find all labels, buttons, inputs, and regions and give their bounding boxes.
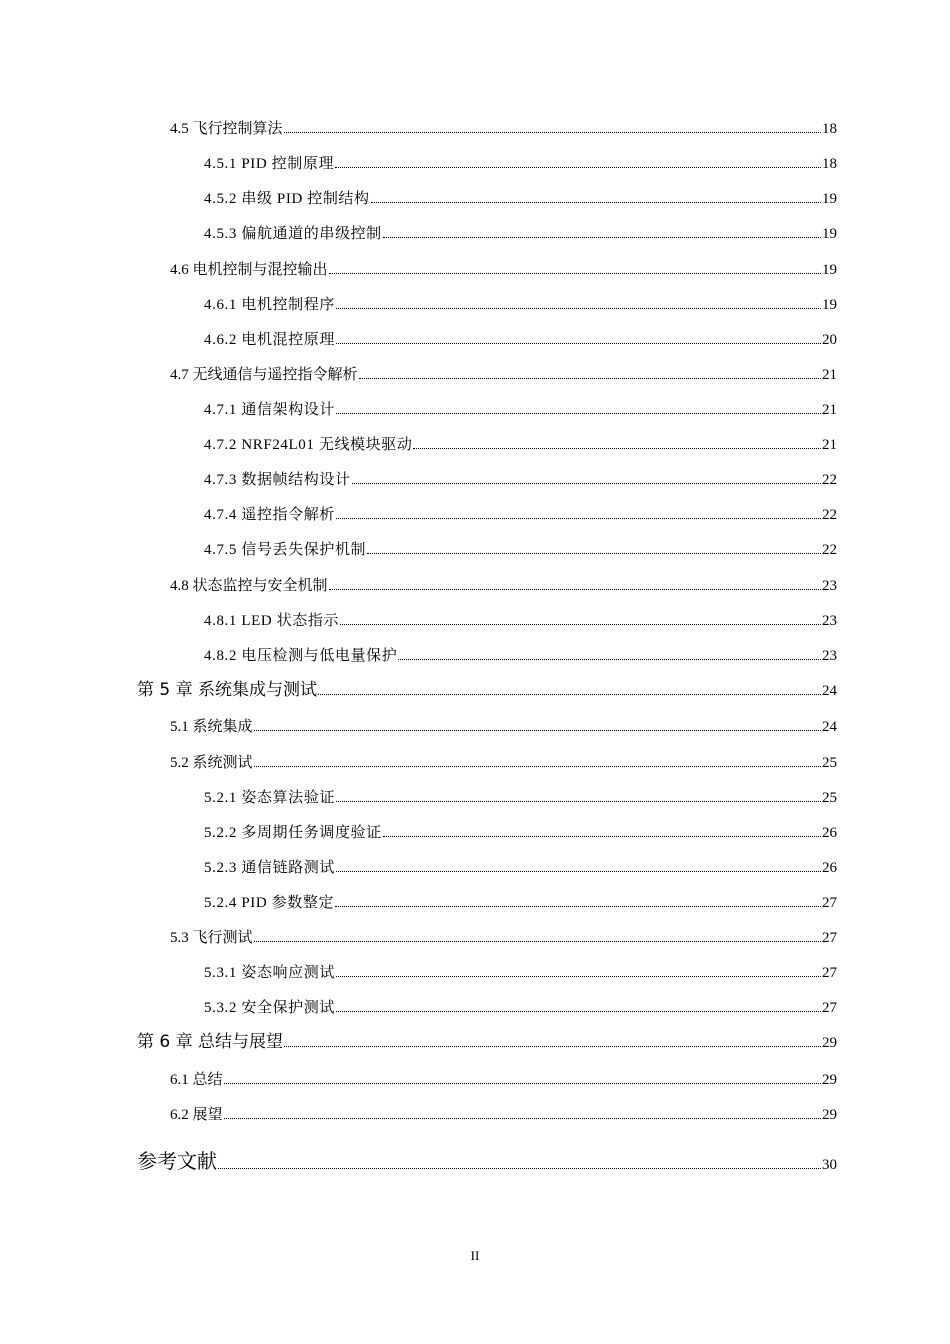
toc-entry-page: 30	[822, 1157, 837, 1173]
toc-entry-page: 25	[822, 755, 837, 771]
toc-entry-page: 27	[822, 930, 837, 946]
toc-leader-dots	[329, 589, 821, 590]
toc-leader-dots	[336, 308, 821, 309]
toc-entry-title: 4.6.1 电机控制程序	[204, 297, 335, 313]
toc-entry[interactable]	[204, 643, 837, 665]
toc-entry-title: 4.5.1 PID 控制原理	[204, 156, 335, 172]
toc-leader-dots	[336, 976, 821, 977]
toc-entry[interactable]	[204, 608, 837, 630]
toc-entry-page: 27	[822, 1000, 837, 1016]
toc-leader-dots	[284, 1046, 821, 1047]
toc-entry-title: 5.2.2 多周期任务调度验证	[204, 825, 382, 841]
toc-leader-dots	[340, 624, 821, 625]
toc-entry-title: 6.2 展望	[170, 1107, 223, 1123]
page-number: II	[470, 1248, 480, 1263]
toc-entry-title: 5.2.4 PID 参数整定	[204, 895, 335, 911]
toc-leader-dots	[254, 941, 821, 942]
toc-entry-title: 4.6 电机控制与混控输出	[170, 262, 328, 278]
toc-entry-page: 27	[822, 965, 837, 981]
toc-leader-dots	[336, 413, 821, 414]
toc-leader-dots	[352, 483, 821, 484]
toc-entry-page: 23	[822, 578, 837, 594]
toc-references-entry[interactable]	[137, 1148, 837, 1174]
toc-entry-page: 21	[822, 367, 837, 383]
toc-entry-title: 4.5 飞行控制算法	[170, 121, 283, 137]
toc-entry-title: 4.6.2 电机混控原理	[204, 332, 335, 348]
toc-entry-page: 19	[822, 191, 837, 207]
toc-entry-page: 23	[822, 613, 837, 629]
toc-entry[interactable]	[170, 1067, 837, 1089]
toc-entry-page: 18	[822, 121, 837, 137]
toc-entry[interactable]	[204, 502, 837, 524]
toc-entry-title: 4.8.1 LED 状态指示	[204, 613, 340, 629]
toc-chapter-entry[interactable]	[137, 1030, 837, 1052]
toc-entry[interactable]	[204, 537, 837, 559]
toc-entry-page: 22	[822, 542, 837, 558]
toc-entry[interactable]	[204, 397, 837, 419]
toc-entry-title: 4.5.3 偏航通道的串级控制	[204, 226, 382, 242]
toc-leader-dots	[254, 766, 821, 767]
toc-entry[interactable]	[204, 292, 837, 314]
toc-entry-title: 参考文献	[137, 1149, 217, 1173]
toc-entry-title: 4.7.3 数据帧结构设计	[204, 472, 351, 488]
toc-entry-page: 27	[822, 895, 837, 911]
toc-entry-page: 21	[822, 402, 837, 418]
toc-entry-title: 4.8 状态监控与安全机制	[170, 578, 328, 594]
toc-leader-dots	[336, 518, 821, 519]
toc-leader-dots	[336, 1011, 821, 1012]
toc-entry[interactable]	[204, 186, 837, 208]
toc-entry[interactable]	[170, 362, 837, 384]
toc-entry-page: 24	[822, 683, 837, 699]
toc-entry[interactable]	[204, 432, 837, 454]
toc-entry[interactable]	[204, 890, 837, 912]
toc-entry-title: 第 6 章 总结与展望	[137, 1032, 284, 1052]
toc-entry-page: 19	[822, 297, 837, 313]
toc-entry[interactable]	[170, 925, 837, 947]
toc-entry[interactable]	[170, 714, 837, 736]
toc-leader-dots	[336, 801, 821, 802]
toc-entry-page: 29	[822, 1072, 837, 1088]
toc-entry-title: 5.3 飞行测试	[170, 930, 253, 946]
toc-entry[interactable]	[204, 151, 837, 173]
toc-leader-dots	[284, 132, 821, 133]
toc-entry[interactable]	[170, 573, 837, 595]
toc-entry-title: 5.2.1 姿态算法验证	[204, 790, 335, 806]
toc-entry-page: 26	[822, 860, 837, 876]
toc-entry-page: 24	[822, 719, 837, 735]
toc-entry[interactable]	[204, 221, 837, 243]
toc-leader-dots	[335, 906, 821, 907]
toc-entry-page: 22	[822, 472, 837, 488]
toc-entry-title: 4.7.4 遥控指令解析	[204, 507, 335, 523]
toc-entry-page: 18	[822, 156, 837, 172]
toc-entry[interactable]	[204, 855, 837, 877]
toc-entry-page: 29	[822, 1035, 837, 1051]
toc-entry-title: 4.5.2 串级 PID 控制结构	[204, 191, 370, 207]
toc-entry-title: 5.2.3 通信链路测试	[204, 860, 335, 876]
toc-leader-dots	[329, 273, 821, 274]
toc-entry-page: 25	[822, 790, 837, 806]
toc-entry-title: 5.2 系统测试	[170, 755, 253, 771]
toc-leader-dots	[371, 202, 821, 203]
toc-leader-dots	[383, 836, 821, 837]
toc-entry-page: 29	[822, 1107, 837, 1123]
toc-entry-page: 19	[822, 226, 837, 242]
toc-leader-dots	[336, 343, 821, 344]
toc-leader-dots	[367, 553, 821, 554]
toc-entry-title: 4.7.1 通信架构设计	[204, 402, 335, 418]
toc-leader-dots	[383, 237, 821, 238]
toc-leader-dots	[224, 1083, 821, 1084]
toc-leader-dots	[398, 659, 821, 660]
toc-entry[interactable]	[204, 327, 837, 349]
toc-leader-dots	[218, 1168, 821, 1169]
toc-leader-dots	[318, 694, 821, 695]
toc-entry-title: 5.3.2 安全保护测试	[204, 1000, 335, 1016]
toc-entry-title: 4.8.2 电压检测与低电量保护	[204, 648, 398, 664]
toc-entry-title: 4.7.5 信号丢失保护机制	[204, 542, 367, 558]
toc-entry-page: 19	[822, 262, 837, 278]
toc-entry-title: 6.1 总结	[170, 1072, 223, 1088]
toc-entry[interactable]	[170, 750, 837, 772]
toc-entry-title: 5.3.1 姿态响应测试	[204, 965, 335, 981]
toc-entry-page: 20	[822, 332, 837, 348]
toc-entry[interactable]	[170, 257, 837, 279]
toc-entry[interactable]	[170, 1102, 837, 1124]
toc-entry-title: 4.7 无线通信与遥控指令解析	[170, 367, 358, 383]
toc-entry-page: 23	[822, 648, 837, 664]
toc-leader-dots	[413, 448, 821, 449]
toc-entry-page: 21	[822, 437, 837, 453]
toc-entry[interactable]	[204, 820, 837, 842]
toc-entry-title: 第 5 章 系统集成与测试	[137, 680, 318, 700]
toc-leader-dots	[254, 730, 821, 731]
toc-entry[interactable]	[204, 467, 837, 489]
toc-leader-dots	[335, 167, 821, 168]
toc-entry-title: 5.1 系统集成	[170, 719, 253, 735]
toc-entry-title: 4.7.2 NRF24L01 无线模块驱动	[204, 437, 413, 453]
toc-entry[interactable]	[170, 116, 837, 138]
toc-entry-page: 22	[822, 507, 837, 523]
toc-entry[interactable]	[204, 785, 837, 807]
toc-entry-page: 26	[822, 825, 837, 841]
toc-leader-dots	[224, 1118, 821, 1119]
toc-entry[interactable]	[204, 960, 837, 982]
toc-leader-dots	[336, 871, 821, 872]
toc-entry[interactable]	[204, 995, 837, 1017]
toc-leader-dots	[359, 378, 821, 379]
toc-chapter-entry[interactable]	[137, 678, 837, 700]
